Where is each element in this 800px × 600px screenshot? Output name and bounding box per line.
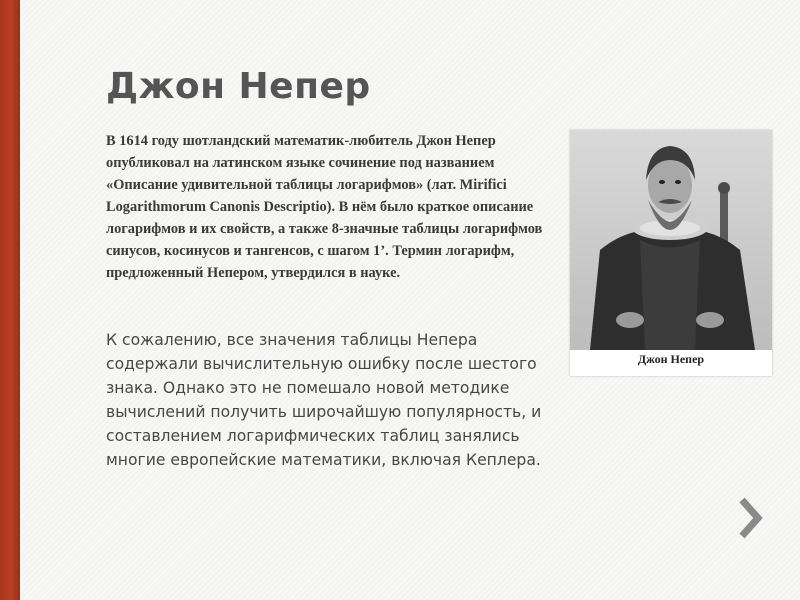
portrait-caption: Джон Непер [637,352,705,366]
page-title: Джон Непер [106,66,371,107]
portrait-image [570,130,772,350]
accent-bar [0,0,20,600]
chevron-right-icon[interactable] [737,496,763,540]
body-paragraph: К сожалению, все значения таблицы Непера содержали вычислительную ошибку после шестого знака. Однако это не помешало новой методике вычислений получить широчайшую популярность, и составлением логарифмических таблиц занялись многие европейские математики, включая Кеплера. [106,331,542,469]
portrait-figure [570,130,772,376]
intro-paragraph: В 1614 году шотландский математик-любитель Джон Непер опубликовал на латинском языке сочинение под названием «Описание удивительной таблицы логарифмов» (лат. Mirifici Logarithmorum Canonis Descriptio). В нём было краткое описание логарифмов и их свойств, а также 8-значные таблицы логарифмов синусов, косинусов и тангенсов, с шагом 1’. Термин логарифм, предложенный Непером, утвердился в науке. [106,133,543,281]
